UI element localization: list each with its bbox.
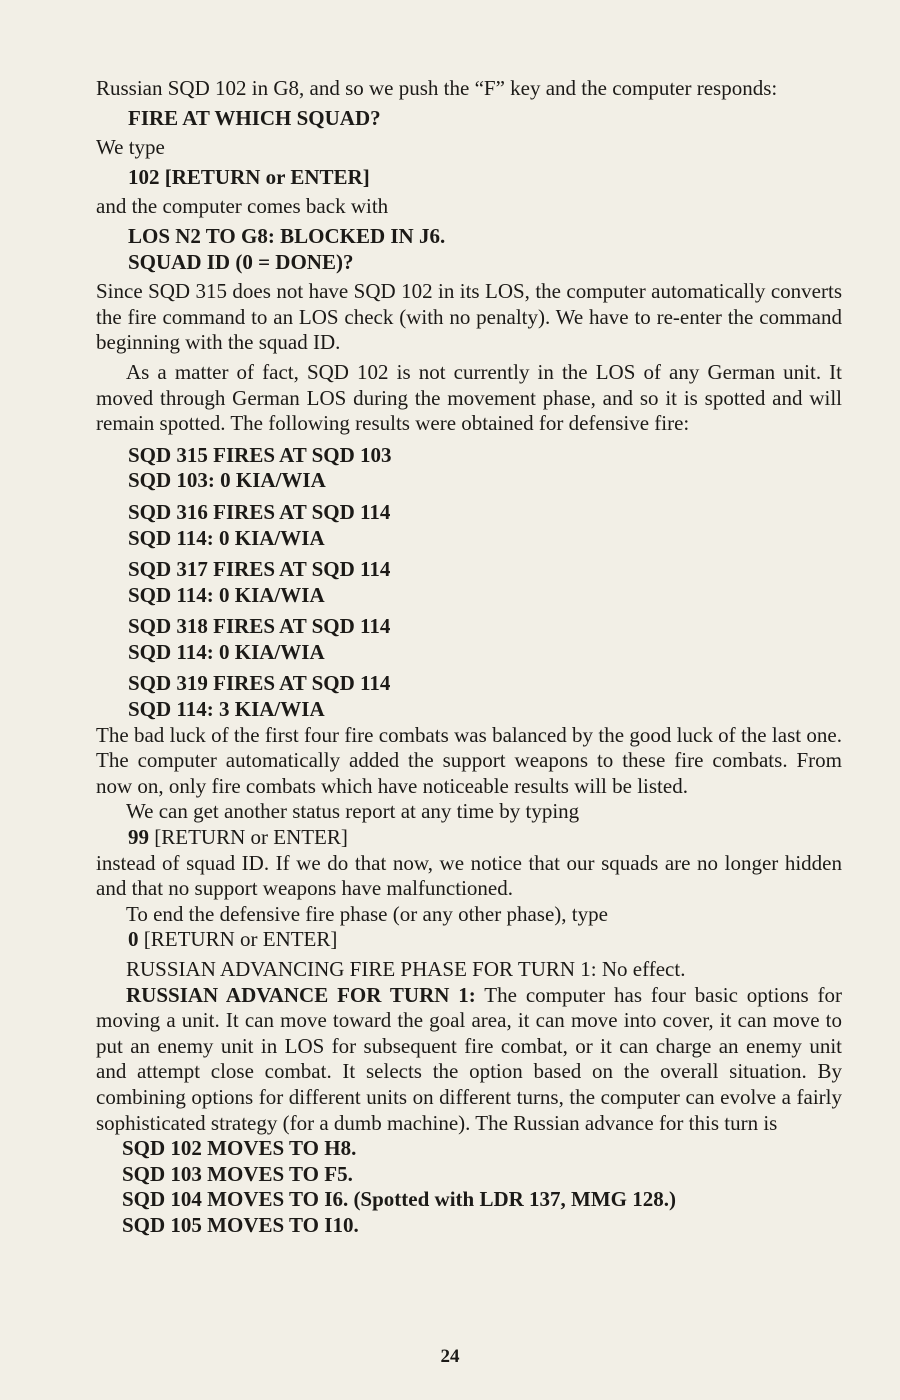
paragraph: The bad luck of the first four fire combats was balanced by the good luck of the last one. The computer automatically added the support weapons to these fire combats. From now on, only fire combats which have noticeable results will be listed. bbox=[96, 722, 842, 798]
move-line: SQD 102 MOVES TO H8. bbox=[122, 1136, 357, 1161]
typed-command: 102 [RETURN or ENTER] bbox=[128, 164, 370, 189]
typed-command: 99 [RETURN or ENTER] bbox=[128, 825, 348, 850]
typed-command: 0 [RETURN or ENTER] bbox=[128, 927, 338, 952]
fire-result-line: SQD 114: 0 KIA/WIA bbox=[128, 582, 325, 607]
paragraph: and the computer comes back with bbox=[96, 194, 389, 219]
move-line: SQD 103 MOVES TO F5. bbox=[122, 1161, 353, 1186]
paragraph: To end the defensive fire phase (or any other phase), type bbox=[126, 901, 608, 926]
computer-prompt: FIRE AT WHICH SQUAD? bbox=[128, 105, 381, 130]
fire-result-line: SQD 319 FIRES AT SQD 114 bbox=[128, 671, 391, 696]
paragraph: instead of squad ID. If we do that now, we notice that our squads are no longer hidden and that no support weapons have malfunctioned. bbox=[96, 850, 842, 901]
paragraph: Since SQD 315 does not have SQD 102 in its LOS, the computer automatically converts the fire command to an LOS check (with no penalty). We have to re-enter the command beginning with the squad ID. bbox=[96, 279, 842, 355]
fire-result-line: SQD 114: 0 KIA/WIA bbox=[128, 639, 325, 664]
fire-result-line: SQD 103: 0 KIA/WIA bbox=[128, 468, 326, 493]
fire-result-line: SQD 318 FIRES AT SQD 114 bbox=[128, 614, 391, 639]
fire-result-line: SQD 114: 3 KIA/WIA bbox=[128, 697, 325, 722]
page-number: 24 bbox=[440, 1346, 460, 1367]
command-number: 99 bbox=[128, 825, 149, 850]
paragraph: As a matter of fact, SQD 102 is not currently in the LOS of any German unit. It moved through German LOS during the movement phase, and so it is spotted and will remain spotted. The following results were obtained for defensive fire: bbox=[96, 359, 842, 436]
command-number: 0 bbox=[128, 927, 139, 952]
fire-result-line: SQD 114: 0 KIA/WIA bbox=[128, 525, 325, 550]
paragraph: We type bbox=[96, 135, 165, 160]
computer-prompt: SQUAD ID (0 = DONE)? bbox=[128, 249, 354, 274]
move-line: SQD 105 MOVES TO I10. bbox=[122, 1212, 359, 1237]
paragraph: RUSSIAN ADVANCING FIRE PHASE FOR TURN 1: No effect. bbox=[126, 957, 686, 981]
computer-output: LOS N2 TO G8: BLOCKED IN J6. bbox=[128, 223, 446, 248]
move-line: SQD 104 MOVES TO I6. (Spotted with LDR 137, MMG 128.) bbox=[122, 1187, 677, 1212]
paragraph bbox=[96, 983, 842, 1137]
paragraph-body: The computer has four basic options for moving a unit. It can move toward the goal area, it can move into cover, it can move to put an enemy unit in LOS for subsequent fire combat, or it can charge an enemy unit and attempt close combat. It selects the option based on the overall situation. By combining options for different units on different turns, the computer can evolve a fairly sophisticated strategy (for a dumb machine). The Russian advance for this turn is bbox=[96, 982, 842, 1135]
paragraph: We can get another status report at any time by typing bbox=[126, 799, 580, 824]
paragraph: Russian SQD 102 in G8, and so we push the “F” key and the computer responds: bbox=[96, 76, 778, 100]
fire-result-line: SQD 317 FIRES AT SQD 114 bbox=[128, 557, 391, 582]
fire-result-line: SQD 315 FIRES AT SQD 103 bbox=[128, 442, 392, 467]
fire-result-line: SQD 316 FIRES AT SQD 114 bbox=[128, 499, 391, 524]
section-heading: RUSSIAN ADVANCE FOR TURN 1: bbox=[126, 982, 476, 1007]
